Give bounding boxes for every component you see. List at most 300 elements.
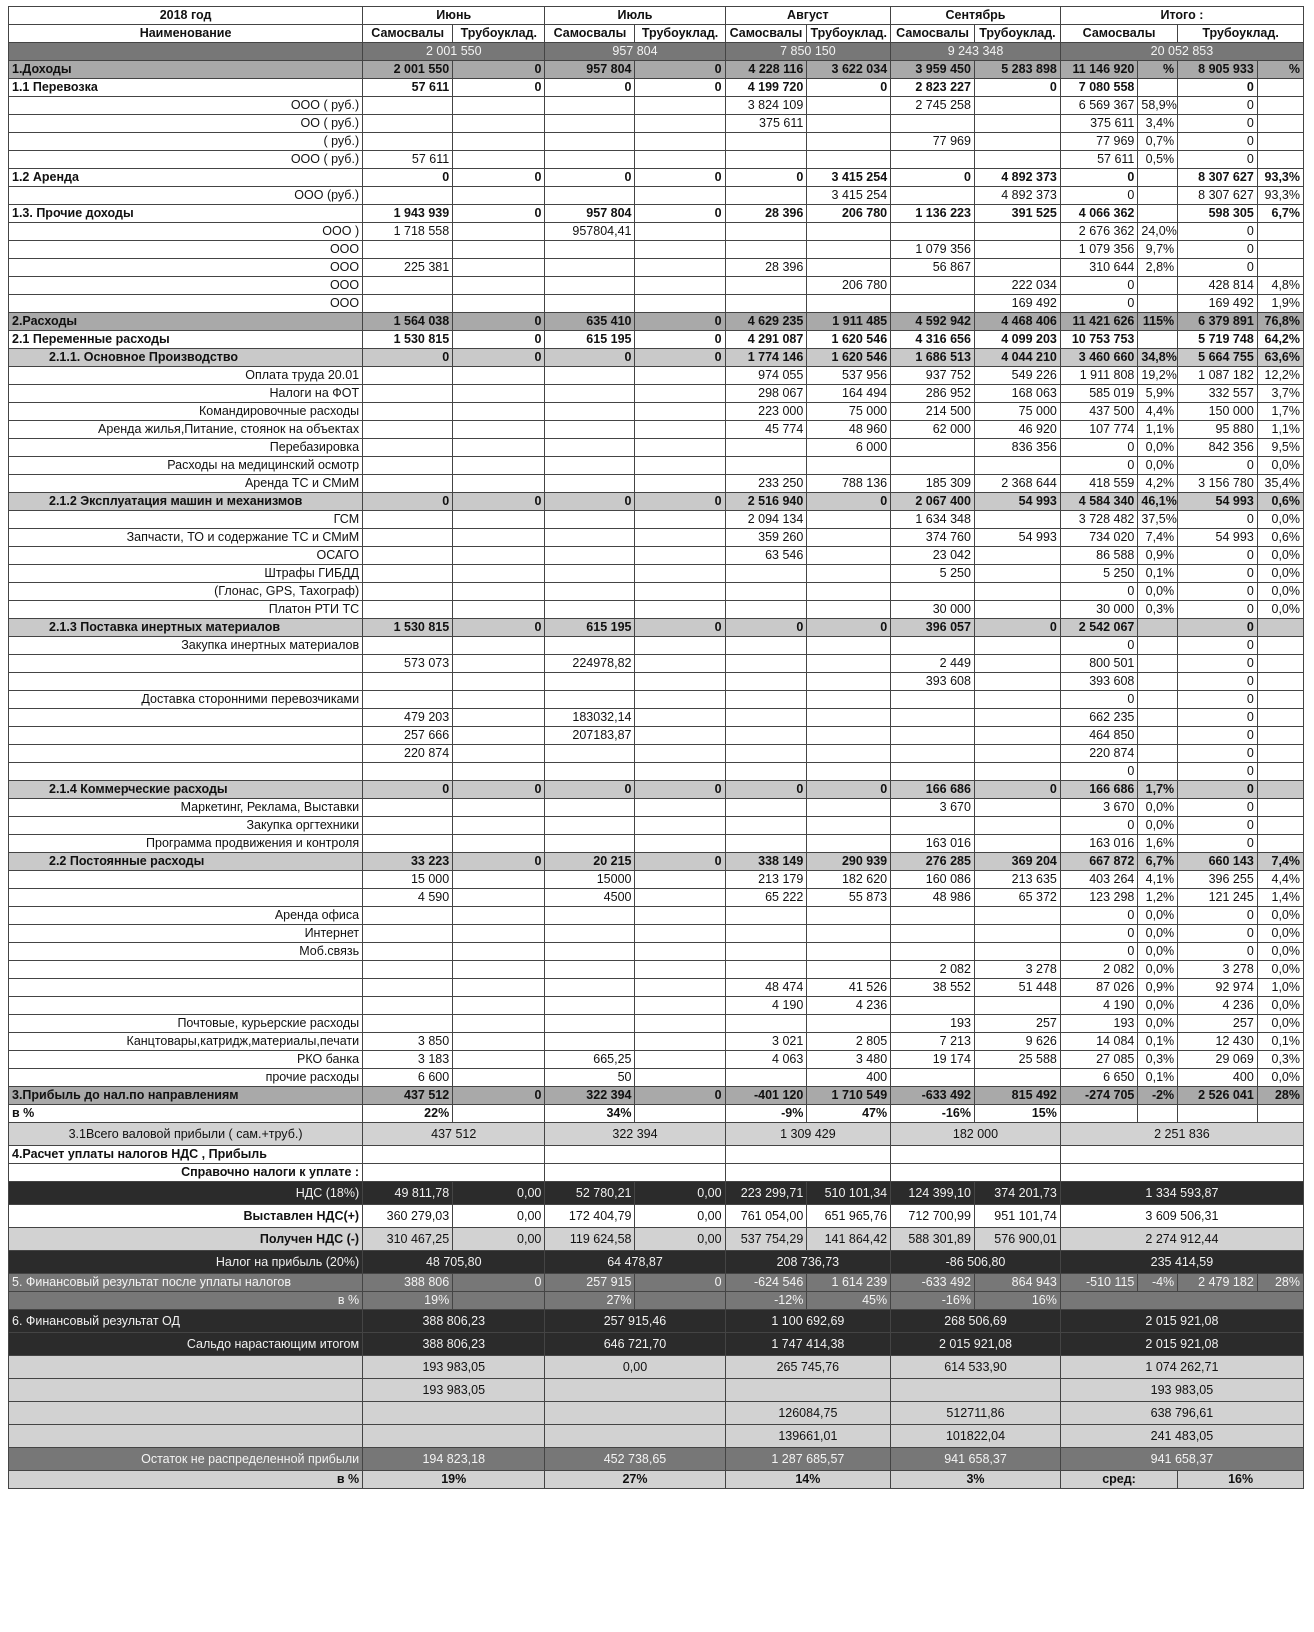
fin-result-row <box>9 1274 1304 1292</box>
month-total: 9 243 348 <box>891 43 1061 61</box>
cell <box>453 889 545 907</box>
cell <box>725 295 807 313</box>
cell: 0 <box>1060 583 1138 601</box>
row-label: в % <box>9 1105 363 1123</box>
cell <box>725 817 807 835</box>
cell: 19% <box>363 1292 453 1310</box>
cell: 0 <box>891 169 975 187</box>
cell: 57 611 <box>1060 151 1138 169</box>
cell: 86 588 <box>1060 547 1138 565</box>
cell <box>363 1015 453 1033</box>
cell: 23 042 <box>891 547 975 565</box>
cell: 0 <box>1178 241 1258 259</box>
table-row <box>9 583 1304 601</box>
cell <box>545 691 635 709</box>
cell: 761 054,00 <box>725 1205 807 1228</box>
cell: 33 223 <box>363 853 453 871</box>
cell <box>974 223 1060 241</box>
cell <box>1138 655 1178 673</box>
cell: 1,4% <box>1257 889 1303 907</box>
cell: 27% <box>545 1292 635 1310</box>
cell: 2 067 400 <box>891 493 975 511</box>
cell <box>1257 151 1303 169</box>
cell <box>363 907 453 925</box>
cell: 0 <box>545 781 635 799</box>
cell <box>545 745 635 763</box>
cell: 10 753 753 <box>1060 331 1138 349</box>
cell: 0 <box>1060 439 1138 457</box>
cell <box>363 475 453 493</box>
cell: 28% <box>1257 1274 1303 1292</box>
cell <box>453 601 545 619</box>
cell: 4 063 <box>725 1051 807 1069</box>
cell: 15 000 <box>363 871 453 889</box>
cell <box>1138 277 1178 295</box>
cell: 665,25 <box>545 1051 635 1069</box>
cell: 93,3% <box>1257 187 1303 205</box>
row-label: 3.1Всего валовой прибыли ( сам.+труб.) <box>9 1123 363 1146</box>
cell <box>363 943 453 961</box>
cell: 30 000 <box>1060 601 1138 619</box>
header-sub: Самосвалы <box>725 25 807 43</box>
cell: 359 260 <box>725 529 807 547</box>
row-label: 2.1.4 Коммерческие расходы <box>9 781 363 799</box>
cell <box>363 529 453 547</box>
cell: 9,7% <box>1138 241 1178 259</box>
cell: 6 569 367 <box>1060 97 1138 115</box>
cell <box>635 1292 725 1310</box>
cell <box>635 241 725 259</box>
cell: 206 780 <box>807 277 891 295</box>
cell <box>453 1292 545 1310</box>
cell: 124 399,10 <box>891 1182 975 1205</box>
cell: 375 611 <box>725 115 807 133</box>
cell <box>807 583 891 601</box>
cell: 45 774 <box>725 421 807 439</box>
cell: 0 <box>1178 745 1258 763</box>
cell: 2 745 258 <box>891 97 975 115</box>
header-month: Июль <box>545 7 725 25</box>
cell <box>807 259 891 277</box>
cell: 0,0% <box>1257 997 1303 1015</box>
table-row <box>9 673 1304 691</box>
cell: 11 421 626 <box>1060 313 1138 331</box>
cell: 1 287 685,57 <box>725 1448 891 1471</box>
cell <box>974 547 1060 565</box>
cell: 0 <box>363 493 453 511</box>
cell: 28 396 <box>725 259 807 277</box>
cell <box>1138 205 1178 223</box>
cell <box>453 1033 545 1051</box>
cell: 0 <box>1178 763 1258 781</box>
cell <box>807 241 891 259</box>
cell: 0 <box>453 781 545 799</box>
cell <box>453 817 545 835</box>
cell <box>453 511 545 529</box>
table-row <box>9 1051 1304 1069</box>
cell <box>635 457 725 475</box>
cell: 51 448 <box>974 979 1060 997</box>
cell <box>1138 187 1178 205</box>
cell: 0 <box>725 619 807 637</box>
row-label: НДС (18%) <box>9 1182 363 1205</box>
cell <box>807 907 891 925</box>
cell: 0 <box>1178 601 1258 619</box>
cell <box>545 277 635 295</box>
cell: 0 <box>453 853 545 871</box>
cell: 0,00 <box>635 1205 725 1228</box>
cell <box>363 241 453 259</box>
cell <box>635 1015 725 1033</box>
cell: 193 <box>1060 1015 1138 1033</box>
cell <box>453 457 545 475</box>
table-row <box>9 403 1304 421</box>
cell: 393 608 <box>1060 673 1138 691</box>
cell <box>453 943 545 961</box>
cell <box>974 835 1060 853</box>
cell: 123 298 <box>1060 889 1138 907</box>
cell: 310 644 <box>1060 259 1138 277</box>
cell: 4,8% <box>1257 277 1303 295</box>
cell <box>974 259 1060 277</box>
cell: 0 <box>1060 763 1138 781</box>
cell: 0,00 <box>453 1182 545 1205</box>
row-label: Налог на прибыль (20%) <box>9 1251 363 1274</box>
cell <box>974 637 1060 655</box>
cell: 1 710 549 <box>807 1087 891 1105</box>
cell: 4 190 <box>725 997 807 1015</box>
retained-profit-row <box>9 1448 1304 1471</box>
cell: 48 705,80 <box>363 1251 545 1274</box>
cell: 50 <box>545 1069 635 1087</box>
cell <box>453 259 545 277</box>
cell <box>807 637 891 655</box>
cell: 25 588 <box>974 1051 1060 1069</box>
cell: 2 368 644 <box>974 475 1060 493</box>
cell: 322 394 <box>545 1123 725 1146</box>
cell: 0,0% <box>1257 547 1303 565</box>
cell: 5 283 898 <box>974 61 1060 79</box>
cell: 76,8% <box>1257 313 1303 331</box>
cell: 0 <box>1178 835 1258 853</box>
cell: 512711,86 <box>891 1402 1061 1425</box>
cell: -9% <box>725 1105 807 1123</box>
cell <box>363 403 453 421</box>
cell: 9 626 <box>974 1033 1060 1051</box>
cell <box>807 295 891 313</box>
cell: 1,2% <box>1138 889 1178 907</box>
cell: 2 516 940 <box>725 493 807 511</box>
cell <box>807 799 891 817</box>
cell: 0 <box>545 349 635 367</box>
table-row <box>9 871 1304 889</box>
cell: 265 745,76 <box>725 1356 891 1379</box>
cell: 1 686 513 <box>891 349 975 367</box>
cell <box>453 691 545 709</box>
row-label <box>9 709 363 727</box>
cell: 0 <box>635 205 725 223</box>
cell: 1,7% <box>1257 403 1303 421</box>
cell <box>453 277 545 295</box>
row-label: ООО <box>9 277 363 295</box>
tax-calc-row <box>9 1146 1304 1164</box>
row-label: ( руб.) <box>9 133 363 151</box>
cell <box>725 277 807 295</box>
cell: 182 000 <box>891 1123 1061 1146</box>
header-month-total: Итого : <box>1060 7 1303 25</box>
cell <box>974 583 1060 601</box>
cell: 957 804 <box>545 205 635 223</box>
row-label: 2.1.2 Эксплуатация машин и механизмов <box>9 493 363 511</box>
cell <box>363 961 453 979</box>
cell: 52 780,21 <box>545 1182 635 1205</box>
cell <box>545 979 635 997</box>
cell <box>363 979 453 997</box>
cell: 163 016 <box>891 835 975 853</box>
cell <box>453 907 545 925</box>
cell: 3 622 034 <box>807 61 891 79</box>
cell: 428 814 <box>1178 277 1258 295</box>
cell <box>891 115 975 133</box>
table-row <box>9 169 1304 187</box>
cell <box>807 97 891 115</box>
cell <box>1257 691 1303 709</box>
cell <box>363 583 453 601</box>
cell: 0 <box>363 781 453 799</box>
cell: 1 087 182 <box>1178 367 1258 385</box>
cell <box>807 529 891 547</box>
cell: 6 600 <box>363 1069 453 1087</box>
cell <box>725 655 807 673</box>
cell <box>545 115 635 133</box>
cell <box>545 601 635 619</box>
cell: 2 001 550 <box>363 61 453 79</box>
cell: 54 993 <box>1178 493 1258 511</box>
cell: 57 611 <box>363 151 453 169</box>
cell <box>545 1164 725 1182</box>
table-row <box>9 349 1304 367</box>
row-label: 3.Прибыль до нал.по направлениям <box>9 1087 363 1105</box>
cell: 0 <box>453 1087 545 1105</box>
cell: 0 <box>635 313 725 331</box>
data-rows <box>9 61 1304 1123</box>
cell <box>453 583 545 601</box>
cell: 2 542 067 <box>1060 619 1138 637</box>
cell: 391 525 <box>974 205 1060 223</box>
cell: 233 250 <box>725 475 807 493</box>
cell <box>725 745 807 763</box>
table-row <box>9 943 1304 961</box>
taxes-ref-row <box>9 1164 1304 1182</box>
cell <box>1257 1105 1303 1123</box>
cell: 0 <box>1178 259 1258 277</box>
cell <box>363 1164 545 1182</box>
cell: 8 905 933 <box>1178 61 1258 79</box>
table-row <box>9 511 1304 529</box>
summary-rows <box>9 1123 1304 1489</box>
row-label: Перебазировка <box>9 439 363 457</box>
cell <box>974 943 1060 961</box>
cell <box>453 709 545 727</box>
cell: 54 993 <box>1178 529 1258 547</box>
cell: 0,0% <box>1138 925 1178 943</box>
table-row <box>9 565 1304 583</box>
cell: 7 080 558 <box>1060 79 1138 97</box>
cell <box>807 601 891 619</box>
cell: 48 986 <box>891 889 975 907</box>
cell <box>807 655 891 673</box>
cell <box>891 763 975 781</box>
table-row <box>9 313 1304 331</box>
row-label: ООО ) <box>9 223 363 241</box>
cell <box>635 115 725 133</box>
row-label: ОСАГО <box>9 547 363 565</box>
cell <box>1257 259 1303 277</box>
cell: 241 483,05 <box>1060 1425 1303 1448</box>
cell: 257 <box>1178 1015 1258 1033</box>
cell <box>363 439 453 457</box>
cell <box>363 637 453 655</box>
cell: 0 <box>1178 151 1258 169</box>
cell: 400 <box>1178 1069 1258 1087</box>
cell: 0 <box>453 619 545 637</box>
row-label: 2.1.1. Основное Производство <box>9 349 363 367</box>
cell: 437 512 <box>363 1123 545 1146</box>
table-row <box>9 529 1304 547</box>
cell: 286 952 <box>891 385 975 403</box>
cell: 2 015 921,08 <box>1060 1333 1303 1356</box>
cell: 375 611 <box>1060 115 1138 133</box>
cell: 4,2% <box>1138 475 1178 493</box>
summary-row-2 <box>9 1379 1304 1402</box>
cell: 662 235 <box>1060 709 1138 727</box>
cell: 0,9% <box>1138 547 1178 565</box>
cell <box>635 763 725 781</box>
cell: 0 <box>1178 781 1258 799</box>
cell: 734 020 <box>1060 529 1138 547</box>
cell: 164 494 <box>807 385 891 403</box>
cell <box>1257 97 1303 115</box>
cell <box>891 637 975 655</box>
cell: 115% <box>1138 313 1178 331</box>
header-month: Июнь <box>363 7 545 25</box>
cell <box>635 385 725 403</box>
cell: 0,9% <box>1138 979 1178 997</box>
cell: 0,3% <box>1138 1051 1178 1069</box>
table-row <box>9 277 1304 295</box>
month-total: 7 850 150 <box>725 43 891 61</box>
cell: 0 <box>635 349 725 367</box>
cell: 615 195 <box>545 331 635 349</box>
cell: 0,0% <box>1257 601 1303 619</box>
header-month: Сентябрь <box>891 7 1061 25</box>
table-row <box>9 475 1304 493</box>
table-row <box>9 133 1304 151</box>
cell <box>891 997 975 1015</box>
cell <box>891 1146 1061 1164</box>
cell <box>363 187 453 205</box>
cell <box>635 295 725 313</box>
cell: 1 911 485 <box>807 313 891 331</box>
cell <box>807 817 891 835</box>
cell <box>453 367 545 385</box>
row-label: 2.1.3 Поставка инертных материалов <box>9 619 363 637</box>
cell <box>545 403 635 421</box>
cell: 182 620 <box>807 871 891 889</box>
cell <box>807 673 891 691</box>
cell <box>363 97 453 115</box>
cell <box>1138 673 1178 691</box>
cell: 29 069 <box>1178 1051 1258 1069</box>
cell: 2 082 <box>891 961 975 979</box>
cell: 0 <box>974 79 1060 97</box>
cell: 213 635 <box>974 871 1060 889</box>
cell: 0 <box>1178 619 1258 637</box>
cell: 257 915,46 <box>545 1310 725 1333</box>
cell: 974 055 <box>725 367 807 385</box>
cell <box>635 871 725 889</box>
cell <box>807 835 891 853</box>
cell <box>1138 1105 1178 1123</box>
cell: 235 414,59 <box>1060 1251 1303 1274</box>
cell: 4 592 942 <box>891 313 975 331</box>
cell <box>453 1051 545 1069</box>
cell <box>545 133 635 151</box>
cell <box>974 763 1060 781</box>
row-label: 2.2 Постоянные расходы <box>9 853 363 871</box>
cell <box>1138 709 1178 727</box>
cell <box>545 1015 635 1033</box>
cell: 5 250 <box>1060 565 1138 583</box>
table-row <box>9 439 1304 457</box>
cell <box>545 151 635 169</box>
row-label: Почтовые, курьерские расходы <box>9 1015 363 1033</box>
cell: 4,4% <box>1138 403 1178 421</box>
cell <box>635 835 725 853</box>
cell: 0 <box>1178 583 1258 601</box>
cell: 957804,41 <box>545 223 635 241</box>
row-label: ООО ( руб.) <box>9 151 363 169</box>
cell <box>545 457 635 475</box>
table-row <box>9 961 1304 979</box>
cell: 7 213 <box>891 1033 975 1051</box>
cell <box>545 187 635 205</box>
cell: 0 <box>635 61 725 79</box>
cell <box>363 1146 545 1164</box>
cell <box>807 709 891 727</box>
cell: 0 <box>1178 799 1258 817</box>
cell: 396 057 <box>891 619 975 637</box>
cell <box>545 1033 635 1051</box>
cell <box>635 745 725 763</box>
cell: 5 250 <box>891 565 975 583</box>
cell: 139661,01 <box>725 1425 891 1448</box>
cell: 369 204 <box>974 853 1060 871</box>
cell: 941 658,37 <box>891 1448 1061 1471</box>
cell <box>453 529 545 547</box>
cell <box>545 475 635 493</box>
cell <box>891 1069 975 1087</box>
header-sub: Трубоуклад. <box>807 25 891 43</box>
cell <box>545 817 635 835</box>
row-label: 6. Финансовый результат ОД <box>9 1310 363 1333</box>
cell <box>1138 331 1178 349</box>
cell <box>635 97 725 115</box>
cell <box>725 187 807 205</box>
cell: 1 564 038 <box>363 313 453 331</box>
cell: 4 892 373 <box>974 169 1060 187</box>
cell <box>363 799 453 817</box>
